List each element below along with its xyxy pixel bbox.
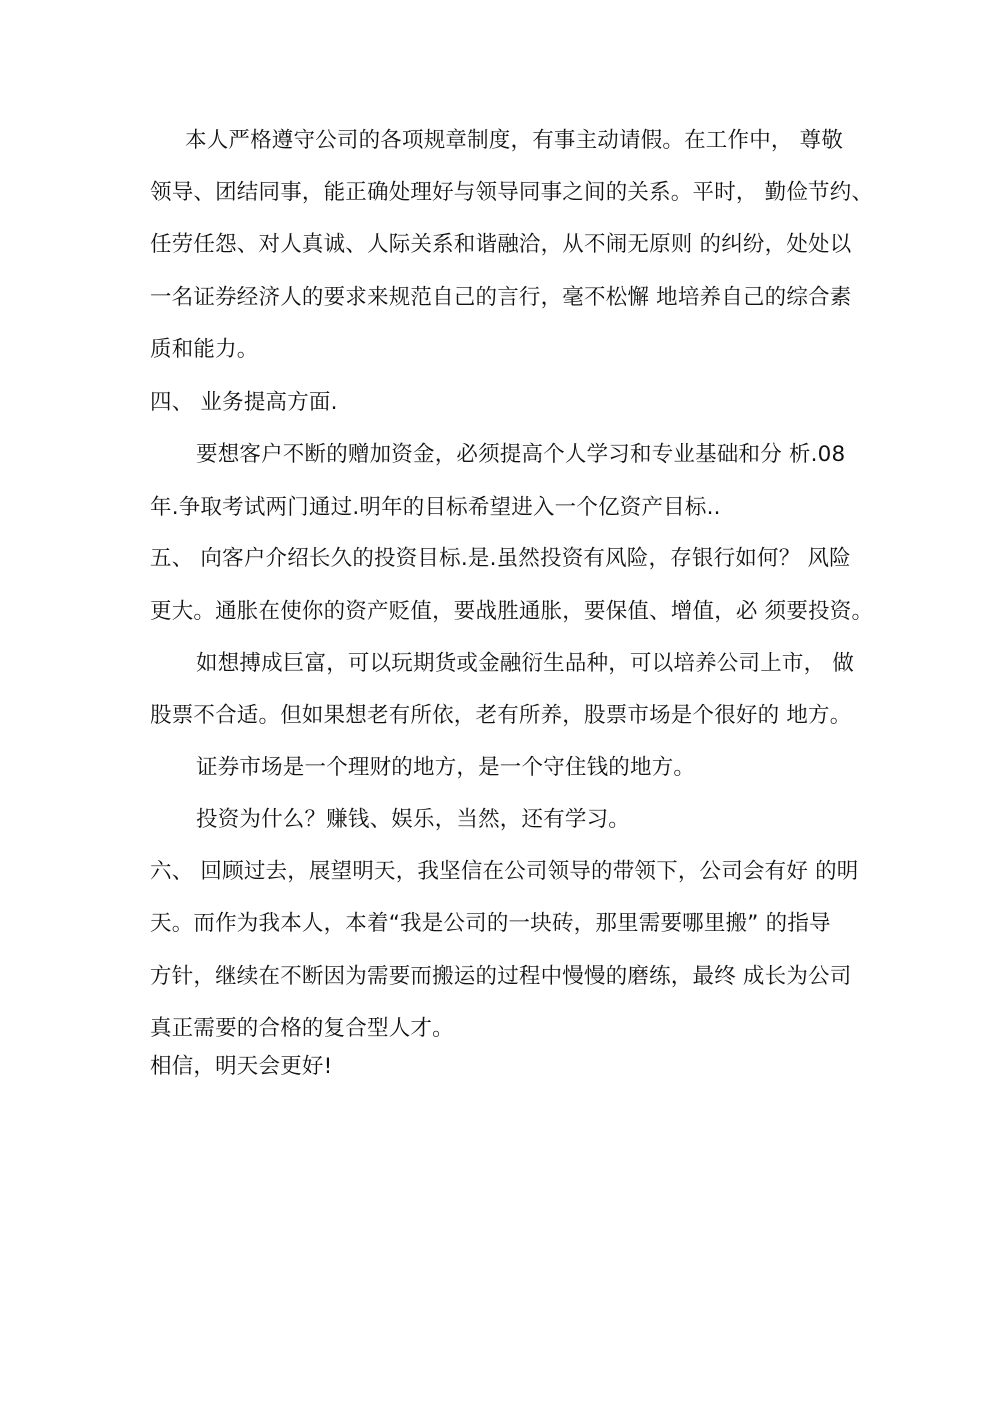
paragraph-line: 真正需要的合格的复合型人才。 xyxy=(150,1016,454,1041)
paragraph-line: 本人严格遵守公司的各项规章制度，有事主动请假。在工作中， 尊敬 xyxy=(185,128,844,153)
paragraph-line: 质和能力。 xyxy=(150,337,259,362)
paragraph-line: 要想客户不断的赠加资金，必须提高个人学习和专业基础和分 析.08 xyxy=(196,442,846,467)
section-heading-6: 六、 回顾过去，展望明天，我坚信在公司领导的带领下，公司会有好 的明 xyxy=(150,859,859,884)
paragraph-line: 领导、团结同事，能正确处理好与领导同事之间的关系。平时， 勤俭节约、 xyxy=(150,180,874,205)
paragraph-line: 一名证券经济人的要求来规范自己的言行，毫不松懈 地培养自己的综合素 xyxy=(150,285,852,310)
paragraph-line: 股票不合适。但如果想老有所依，老有所养，股票市场是个很好的 地方。 xyxy=(150,703,852,728)
paragraph-line: 天。而作为我本人，本着“我是公司的一块砖，那里需要哪里搬” 的指导 xyxy=(150,911,831,936)
paragraph-line: 如想搏成巨富，可以玩期货或金融衍生品种，可以培养公司上市， 做 xyxy=(196,651,855,676)
paragraph-line: 方针，继续在不断因为需要而搬运的过程中慢慢的磨练，最终 成长为公司 xyxy=(150,964,852,989)
paragraph-line: 证券市场是一个理财的地方，是一个守住钱的地方。 xyxy=(196,755,696,780)
section-heading-4: 四、 业务提高方面. xyxy=(150,390,338,415)
section-heading-5: 五、 向客户介绍长久的投资目标.是.虽然投资有风险，存银行如何？ 风险 xyxy=(150,546,851,571)
closing-line: 相信，明天会更好! xyxy=(150,1054,333,1079)
paragraph-line: 年.争取考试两门通过.明年的目标希望进入一个亿资产目标.. xyxy=(150,495,721,520)
paragraph-line: 更大。通胀在使你的资产贬值，要战胜通胀，要保值、增值，必 须要投资。 xyxy=(150,599,874,624)
paragraph-line: 投资为什么？赚钱、娱乐，当然，还有学习。 xyxy=(196,807,631,832)
paragraph-line: 任劳任怨、对人真诚、人际关系和谐融洽，从不闹无原则 的纠纷，处处以 xyxy=(150,232,852,257)
